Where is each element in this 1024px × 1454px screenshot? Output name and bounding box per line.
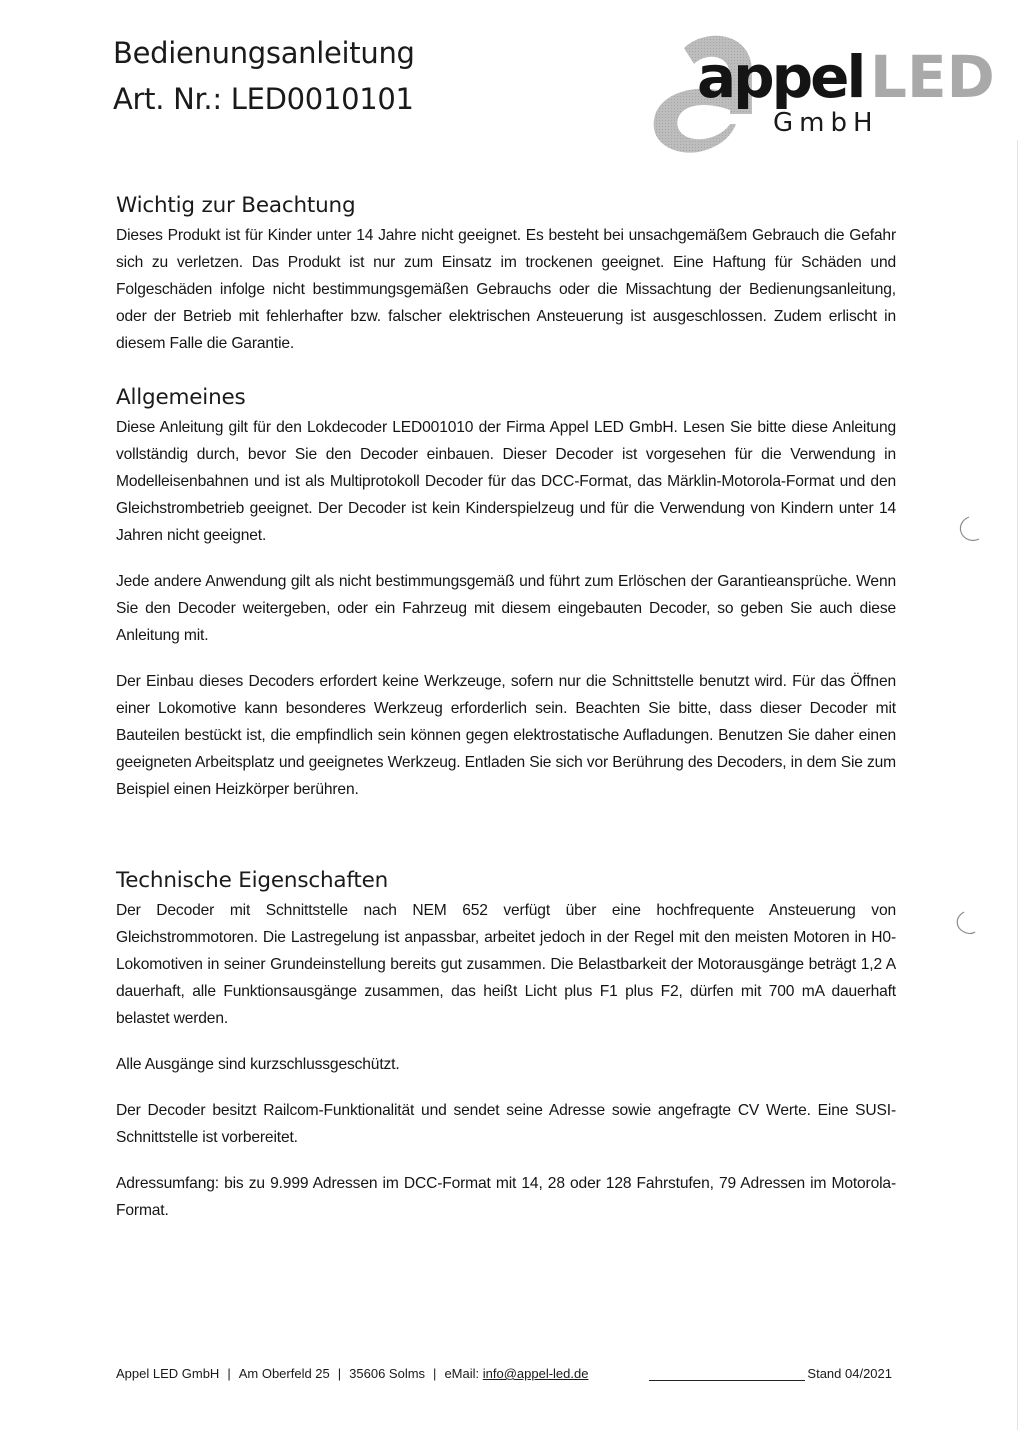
footer-city: 35606 Solms [349, 1366, 426, 1381]
logo-word-led: LED [870, 43, 995, 111]
scan-artifact-punch-hole-icon [952, 910, 982, 940]
section-important-notice [116, 191, 896, 357]
scan-artifact-punch-hole-icon [955, 515, 985, 545]
appel-led-logo [640, 20, 1000, 160]
paragraph: Alle Ausgänge sind kurzschlussgeschützt. [116, 1056, 400, 1073]
title-line-article-number: Art. Nr.: LED0010101 [113, 82, 414, 116]
scan-edge-line [1017, 140, 1018, 1430]
paragraph: Der Einbau dieses Decoders erfordert keine Werkzeuge, sofern nur die Schnittstelle benutzt wird. Für das Öffnen einer Lokomotive kann besonderes Werkzeug erforderlich sein. Beachten Sie bitte, dass dieser Decoder mit Bauteilen bestückt ist, die empfindlich sein können gegen elektrostatische Aufladungen. Benutzen Sie daher einen geeigneten Arbeitsplatz und geeignetes Werkzeug. Entladen Sie sich vor Berührung des Decoders, in dem Sie zum Beispiel einen Heizkörper berühren. [116, 673, 896, 798]
footer-email-label: eMail: [444, 1366, 480, 1381]
title-line-manual: Bedienungsanleitung [113, 36, 415, 70]
paragraph: Dieses Produkt ist für Kinder unter 14 Jahre nicht geeignet. Es besteht bei unsachgemäßem Gebrauch die Gefahr sich zu verletzen. Das Produkt ist nur zum Einsatz im trockenen geeignet. Eine Haftung für Schäden und Folgeschäden infolge nicht bestimmungsgemäßen Gebrauchs oder die Missachtung der Bedienungsanleitung, oder der Betrieb mit fehlerhafter bzw. falscher elektrischen Ansteuerung ist ausgeschlossen. Zudem erlischt in diesem Falle die Garantie. [116, 227, 896, 352]
logo-word-appel: appel [697, 43, 864, 111]
paragraph: Jede andere Anwendung gilt als nicht bestimmungsgemäß und führt zum Erlöschen der Garantieansprüche. Wenn Sie den Decoder weitergeben, oder ein Fahrzeug mit diesem eingebauten Decoder, so geben Sie auch diese Anleitung mit. [116, 573, 896, 644]
section-heading: Technische Eigenschaften [116, 868, 389, 893]
footer-separator: | [227, 1366, 231, 1381]
footer-email-link[interactable]: info@appel-led.de [482, 1366, 589, 1381]
section-general [116, 383, 896, 803]
section-technical-properties [116, 866, 896, 1224]
footer-revision: Stand 04/2021 [807, 1366, 892, 1381]
section-heading: Wichtig zur Beachtung [116, 193, 356, 218]
logo-word-gmbh: GmbH [773, 108, 879, 138]
page-footer [116, 1366, 892, 1386]
paragraph: Diese Anleitung gilt für den Lokdecoder LED001010 der Firma Appel LED GmbH. Lesen Sie bitte diese Anleitung vollständig durch, bevor Sie den Decoder einbauen. Dieser Decoder ist vorgesehen für die Verwendung in Modelleisenbahnen und ist als Multiprotokoll Decoder für das DCC-Format, das Märklin-Motorola-Format und den Gleichstrombetrieb geeignet. Der Decoder ist kein Kinderspielzeug und für die Verwendung von Kindern unter 14 Jahren nicht geeignet. [116, 419, 896, 544]
footer-separator: | [337, 1366, 342, 1381]
paragraph: Adressumfang: bis zu 9.999 Adressen im DCC-Format mit 14, 28 oder 128 Fahrstufen, 79 Adressen im Motorola-Format. [116, 1175, 896, 1219]
paragraph: Der Decoder mit Schnittstelle nach NEM 652 verfügt über eine hochfrequente Ansteuerung von Gleichstrommotoren. Die Lastregelung ist anpassbar, arbeitet jedoch in der Regel mit den meisten Motoren in H0-Lokomotiven in seiner Grundeinstellung bereits gut zusammen. Die Belastbarkeit der Motorausgänge beträgt 1,2 A dauerhaft, alle Funktionsausgänge zusammen, das heißt Licht plus F1 plus F2, dürfen mit 700 mA dauerhaft belastet werden. [116, 902, 896, 1027]
document-title [113, 30, 415, 122]
paragraph: Der Decoder besitzt Railcom-Funktionalität und sendet seine Adresse sowie angefragte CV Werte. Eine SUSI-Schnittstelle ist vorbereitet. [116, 1102, 896, 1146]
footer-company: Appel LED GmbH [116, 1366, 220, 1381]
footer-street: Am Oberfeld 25 [238, 1366, 330, 1381]
footer-separator: | [433, 1366, 437, 1381]
section-heading: Allgemeines [116, 385, 246, 410]
